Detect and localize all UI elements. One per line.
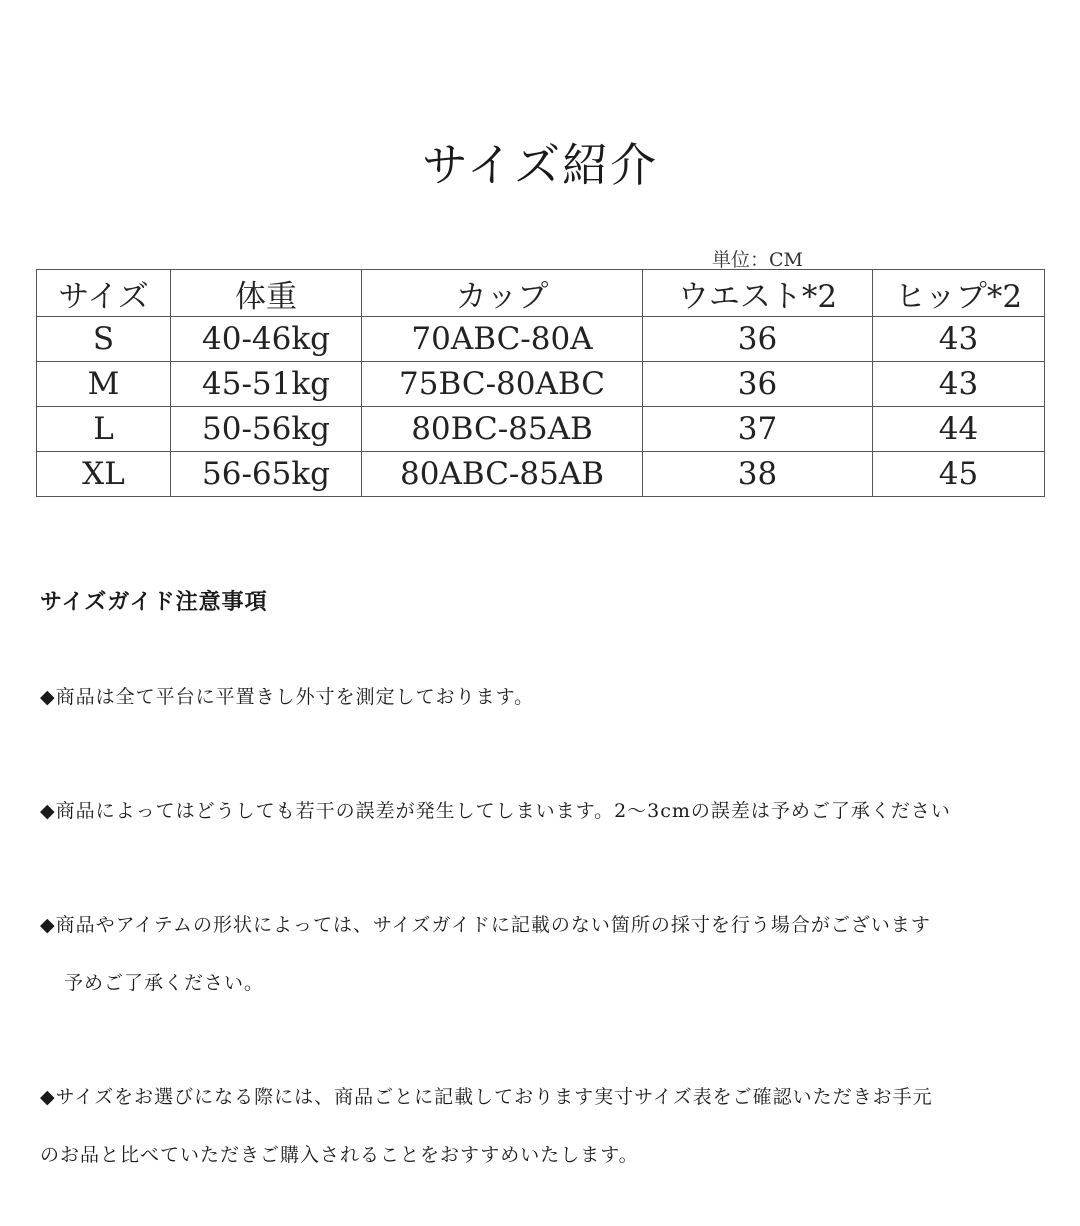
cell-cup: 70ABC-80A [362, 317, 643, 362]
header-waist: ウエスト*2 [643, 270, 873, 317]
header-cup: カップ [362, 270, 643, 317]
cell-size: L [37, 407, 171, 452]
note-item [40, 768, 1040, 855]
table-row [37, 452, 1045, 497]
cell-waist: 38 [643, 452, 873, 497]
header-size: サイズ [37, 270, 171, 317]
cell-weight: 50-56kg [171, 407, 362, 452]
cell-cup: 80ABC-85AB [362, 452, 643, 497]
unit-label: 単位：CM [712, 249, 803, 271]
page-title: サイズ紹介 [421, 137, 659, 192]
cell-hip: 43 [873, 362, 1045, 407]
note-line-continued: 予めご了承ください。 [64, 972, 265, 994]
header-hip: ヒップ*2 [873, 270, 1045, 317]
cell-hip: 44 [873, 407, 1045, 452]
note-line: ◆商品やアイテムの形状によっては、サイズガイドに記載のない箇所の採寸を行う場合がございます [40, 914, 931, 936]
cell-hip: 45 [873, 452, 1045, 497]
note-line: ◆サイズをお選びになる際には、商品ごとに記載しております実寸サイズ表をご確認いただきお手元 [40, 1086, 933, 1108]
table-row [37, 362, 1045, 407]
cell-cup: 75BC-80ABC [362, 362, 643, 407]
table-row [37, 407, 1045, 452]
notes-section [40, 585, 1040, 1226]
note-item [40, 1054, 1040, 1199]
cell-hip: 43 [873, 317, 1045, 362]
table-row [37, 317, 1045, 362]
cell-waist: 37 [643, 407, 873, 452]
cell-cup: 80BC-85AB [362, 407, 643, 452]
note-item [40, 654, 1040, 741]
cell-weight: 40-46kg [171, 317, 362, 362]
table-header-row [37, 270, 1045, 317]
cell-waist: 36 [643, 362, 873, 407]
size-table [36, 269, 1045, 497]
note-line: ◆商品によってはどうしても若干の誤差が発生してしまいます。2～3cmの誤差は予めご了承ください [40, 800, 951, 822]
cell-size: S [37, 317, 171, 362]
cell-weight: 45-51kg [171, 362, 362, 407]
cell-waist: 36 [643, 317, 873, 362]
cell-size: XL [37, 452, 171, 497]
header-weight: 体重 [171, 270, 362, 317]
note-item [40, 882, 1040, 1027]
note-line: ◆商品は全て平台に平置きし外寸を測定しております。 [40, 686, 535, 708]
cell-size: M [37, 362, 171, 407]
cell-weight: 56-65kg [171, 452, 362, 497]
notes-title: サイズガイド注意事項 [40, 589, 268, 615]
note-line-continued: のお品と比べていただきご購入されることをおすすめいたします。 [40, 1144, 639, 1166]
